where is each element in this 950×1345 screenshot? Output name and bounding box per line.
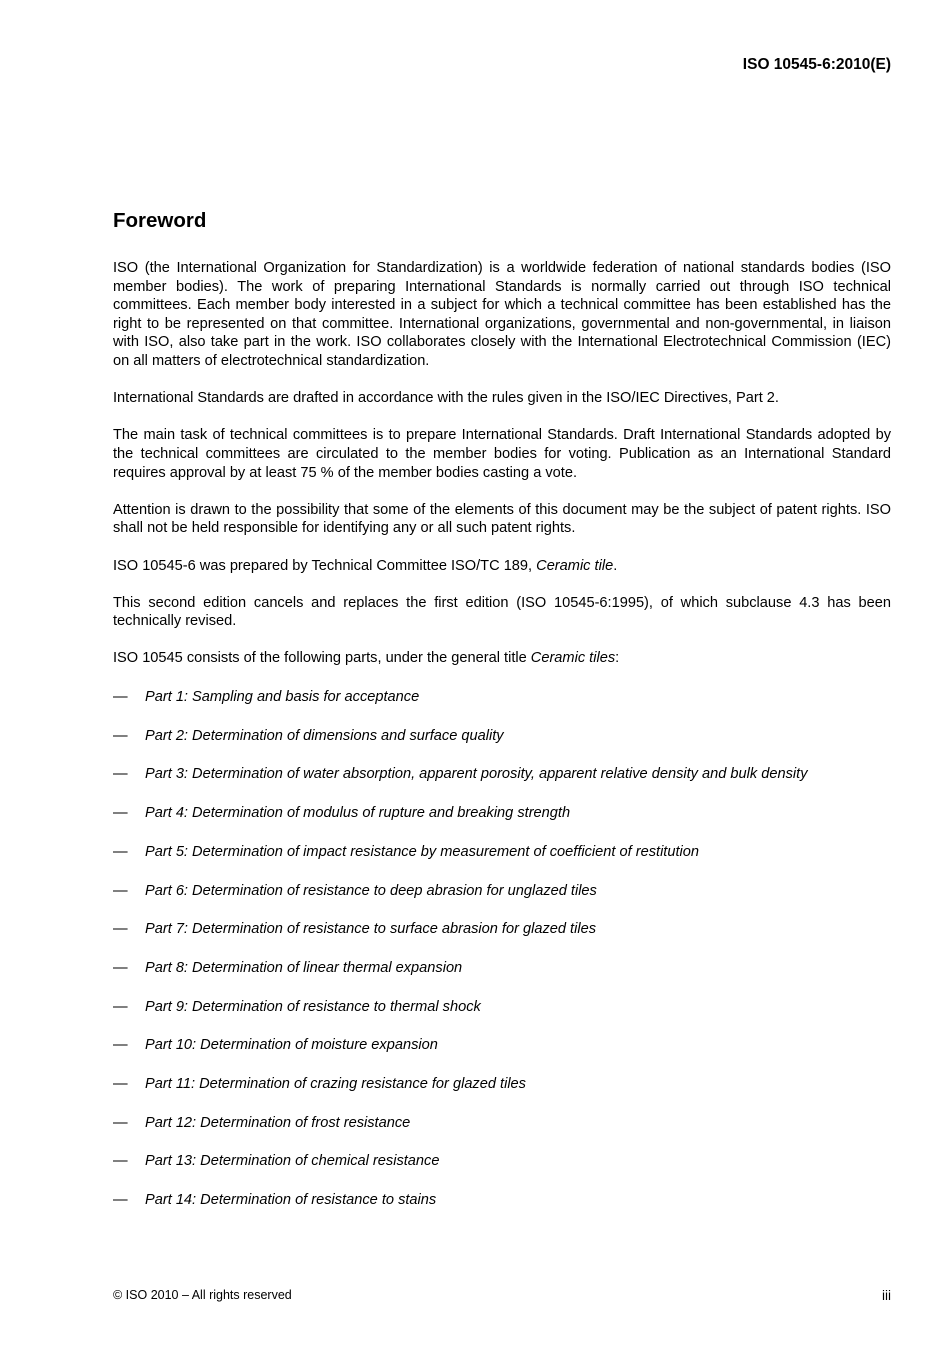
- prepared-by-end: .: [613, 557, 618, 574]
- list-dash: —: [113, 998, 128, 1015]
- list-dash: —: [113, 1153, 128, 1170]
- list-item: [113, 1191, 891, 1230]
- page-number: iii: [882, 1288, 891, 1303]
- part-title: Part 5: Determination of impact resistance by measurement of coefficient of restitution: [145, 843, 700, 860]
- parts-intro-text: ISO 10545 consists of the following parts, under the general title: [113, 650, 531, 667]
- part-title: Part 2: Determination of dimensions and surface quality: [145, 727, 504, 744]
- part-title: Part 13: Determination of chemical resistance: [145, 1153, 440, 1170]
- list-dash: —: [113, 805, 128, 822]
- part-title: Part 10: Determination of moisture expansion: [145, 1037, 438, 1054]
- list-item: [113, 1152, 891, 1191]
- part-title: Part 4: Determination of modulus of rupture and breaking strength: [145, 805, 571, 822]
- list-item: [113, 959, 891, 998]
- part-title: Part 8: Determination of linear thermal expansion: [145, 959, 463, 976]
- list-dash: —: [113, 689, 128, 706]
- page-title: Foreword: [113, 209, 207, 232]
- list-dash: —: [113, 921, 128, 938]
- list-item: [113, 843, 891, 882]
- general-title: Ceramic tiles: [530, 650, 616, 667]
- list-dash: —: [113, 727, 128, 744]
- parts-list: [113, 688, 891, 1230]
- list-item: [113, 1075, 891, 1114]
- part-title: Part 9: Determination of resistance to thermal shock: [145, 998, 481, 1015]
- document-id: ISO 10545-6:2010(E): [742, 56, 891, 73]
- list-item: [113, 727, 891, 766]
- part-title: Part 14: Determination of resistance to stains: [145, 1192, 437, 1208]
- list-item: [113, 804, 891, 843]
- part-title: Part 12: Determination of frost resistance: [145, 1114, 411, 1131]
- paragraph-directives: International Standards are drafted in accordance with the rules given in the ISO/IEC Directives, Part 2.: [113, 390, 779, 407]
- list-item: [113, 688, 891, 727]
- foreword-body: [113, 259, 891, 1230]
- list-dash: —: [113, 959, 128, 976]
- parts-intro-end: :: [615, 650, 620, 667]
- list-item: [113, 1114, 891, 1153]
- part-title: Part 1: Sampling and basis for acceptance: [145, 689, 420, 706]
- paragraph-committees: The main task of technical committees is to prepare International Standards. Draft International Standards adopted by the technical committees are circulated to the member bodies for voting. Publication as an International Standard requires approval by at least 75 % of the member bodies casting a vote.: [113, 427, 891, 481]
- paragraph-parts-intro: [113, 649, 891, 668]
- paragraph-iso-intro: ISO (the International Organization for Standardization) is a worldwide federation of national standards bodies (ISO member bodies). The work of preparing International Standards is normally carried out through ISO technical committees. Each member body interested in a subject for which a technical committee has been established has the right to be represented on that committee. International organizations, governmental and non-governmental, in liaison with ISO, also take part in the work. ISO collaborates closely with the International Electrotechnical Commission (IEC) on all matters of electrotechnical standardization.: [113, 260, 891, 369]
- prepared-by-text: ISO 10545-6 was prepared by Technical Committee ISO/TC 189,: [113, 557, 537, 574]
- part-title: Part 11: Determination of crazing resistance for glazed tiles: [145, 1075, 526, 1092]
- part-title: Part 7: Determination of resistance to surface abrasion for glazed tiles: [145, 921, 597, 938]
- list-item: [113, 998, 891, 1037]
- list-dash: —: [113, 1192, 128, 1208]
- list-dash: —: [113, 766, 128, 783]
- committee-title: Ceramic tile: [536, 557, 614, 574]
- paragraph-patent-rights: Attention is drawn to the possibility that some of the elements of this document may be the subject of patent rights. ISO shall not be held responsible for identifying any or all such patent rights.: [113, 501, 891, 537]
- list-item: [113, 920, 891, 959]
- paragraph-prepared-by: [113, 557, 891, 576]
- part-title: Part 6: Determination of resistance to deep abrasion for unglazed tiles: [145, 882, 597, 899]
- list-item: [113, 1036, 891, 1075]
- list-dash: —: [113, 1075, 128, 1092]
- list-dash: —: [113, 1037, 128, 1054]
- list-dash: —: [113, 1114, 128, 1131]
- list-item: [113, 882, 891, 921]
- paragraph-edition: This second edition cancels and replaces the first edition (ISO 10545-6:1995), of which subclause 4.3 has been technically revised.: [113, 594, 891, 630]
- list-dash: —: [113, 843, 128, 860]
- list-item: [113, 765, 891, 804]
- part-title: Part 3: Determination of water absorption, apparent porosity, apparent relative density and bulk density: [145, 766, 808, 783]
- copyright-notice: © ISO 2010 – All rights reserved: [113, 1288, 292, 1302]
- list-dash: —: [113, 882, 128, 899]
